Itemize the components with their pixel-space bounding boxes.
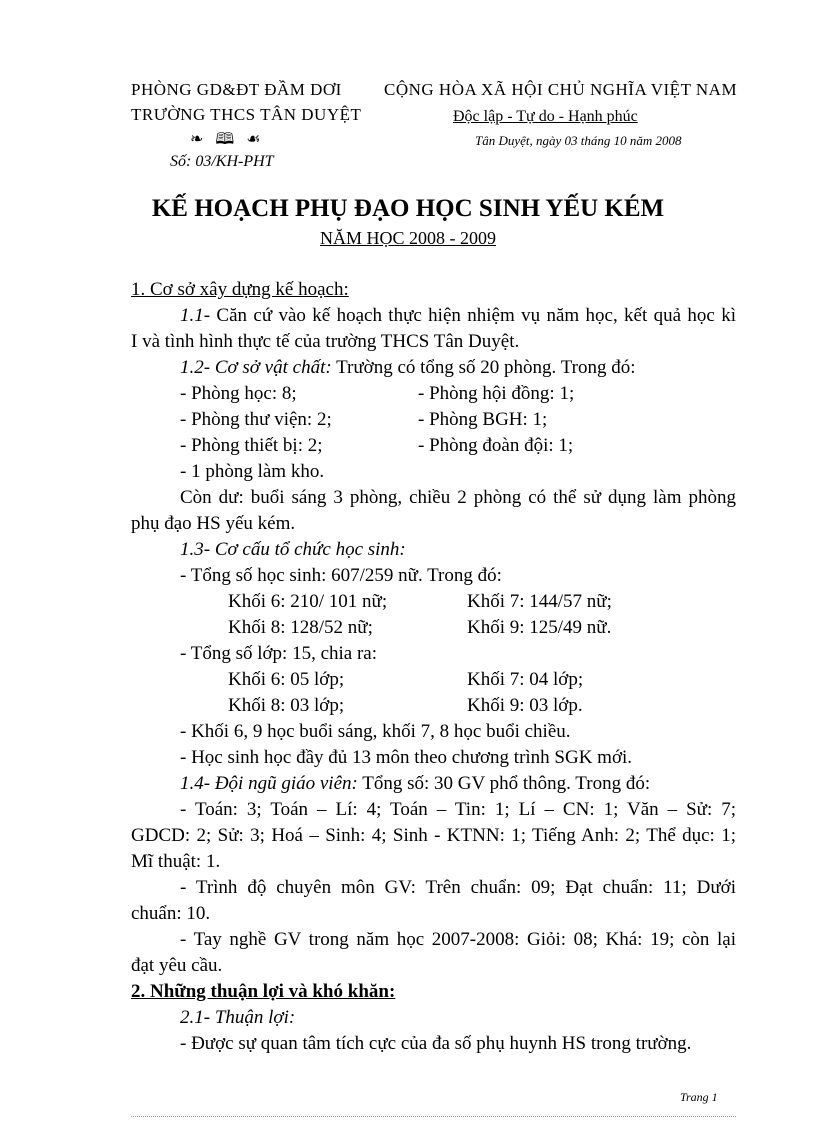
schedule-note: - Khối 6, 9 học buổi sáng, khối 7, 8 học buổi chiều. — [180, 721, 571, 742]
room-item: - Phòng đoàn đội: 1; — [418, 435, 574, 456]
room-item: - Phòng BGH: 1; — [418, 409, 548, 430]
grade-students: Khối 7: 144/57 nữ; — [467, 591, 612, 612]
students-total: - Tổng số học sinh: 607/259 nữ. Trong đó: — [180, 565, 502, 586]
classes-total: - Tổng số lớp: 15, chia ra: — [180, 643, 378, 664]
grade-classes: Khối 6: 05 lớp; — [228, 669, 345, 690]
room-item: - Phòng học: 8; — [180, 383, 297, 404]
paragraph-1-3: 1.3- Cơ cấu tổ chức học sinh: — [180, 539, 406, 560]
document-date: Tân Duyệt, ngày 03 tháng 10 năm 2008 — [475, 133, 682, 148]
grade-students: Khối 8: 128/52 nữ; — [228, 617, 373, 638]
page-number: Trang 1 — [680, 1090, 718, 1104]
grade-classes: Khối 7: 04 lớp; — [467, 669, 584, 690]
skill-line2: đạt yêu cầu. — [131, 955, 223, 976]
subjects-line2: GDCD: 2; Sử: 3; Hoá – Sinh: 4; Sinh - KTNN: 1; Tiếng Anh: 2; Thể dục: 1; — [131, 825, 736, 846]
skill-line1: - Tay nghề GV trong năm học 2007-2008: Giỏi: 08; Khá: 19; còn lại — [180, 929, 736, 950]
paragraph-2-1: 2.1- Thuận lợi: — [180, 1007, 296, 1028]
room-item: - Phòng thư viện: 2; — [180, 409, 332, 430]
document-number: Số: 03/KH-PHT — [170, 153, 274, 170]
paragraph-1-2: 1.2- Cơ sở vật chất: Trường có tổng số 20 phòng. Trong đó: — [180, 357, 636, 378]
document-title: KẾ HOẠCH PHỤ ĐẠO HỌC SINH YẾU KÉM — [151, 195, 665, 222]
national-motto: Độc lập - Tự do - Hạnh phúc — [453, 108, 638, 125]
subjects-line1: - Toán: 3; Toán – Lí: 4; Toán – Tin: 1; Lí – CN: 1; Văn – Sử: 7; — [180, 799, 736, 820]
room-item: - 1 phòng làm kho. — [180, 461, 325, 482]
room-item: - Phòng hội đồng: 1; — [418, 383, 575, 404]
paragraph-1-4: 1.4- Đội ngũ giáo viên: Tổng số: 30 GV phổ thông. Trong đó: — [180, 773, 651, 794]
ornament-icon: ❧ 🕮 ☙ — [190, 131, 265, 148]
section-1-heading: 1. Cơ sở xây dựng kế hoạch: — [131, 279, 349, 300]
room-item: - Phòng thiết bị: 2; — [180, 435, 323, 456]
section-2-heading: 2. Những thuận lợi và khó khăn: — [131, 981, 396, 1002]
school-year: NĂM HỌC 2008 - 2009 — [319, 228, 496, 248]
national-title: CỘNG HÒA XÃ HỘI CHỦ NGHĨA VIỆT NAM — [384, 80, 738, 99]
school-name: TRƯỜNG THCS TÂN DUYỆT — [131, 105, 362, 124]
footer-divider — [131, 1116, 736, 1117]
curriculum-note: - Học sinh học đầy đủ 13 môn theo chương trình SGK mới. — [180, 747, 633, 768]
qualification-line2: chuẩn: 10. — [131, 903, 211, 924]
paragraph-1-1-line2: I và tình hình thực tế của trường THCS Tân Duyệt. — [131, 331, 520, 352]
grade-students: Khối 6: 210/ 101 nữ; — [228, 591, 388, 612]
department-name: PHÒNG GD&ĐT ĐẦM DƠI — [131, 80, 342, 99]
advantage-item: - Được sự quan tâm tích cực của đa số phụ huynh HS trong trường. — [180, 1033, 692, 1054]
qualification-line1: - Trình độ chuyên môn GV: Trên chuẩn: 09; Đạt chuẩn: 11; Dưới — [180, 877, 736, 898]
paragraph-1-1-line1: 1.1- Căn cứ vào kế hoạch thực hiện nhiệm vụ năm học, kết quả học kì — [180, 305, 736, 326]
spare-rooms-line2: phụ đạo HS yếu kém. — [131, 513, 296, 534]
grade-classes: Khối 8: 03 lớp; — [228, 695, 345, 716]
spare-rooms-line1: Còn dư: buổi sáng 3 phòng, chiều 2 phòng có thể sử dụng làm phòng — [180, 487, 736, 508]
grade-students: Khối 9: 125/49 nữ. — [467, 617, 612, 638]
grade-classes: Khối 9: 03 lớp. — [467, 695, 583, 716]
subjects-line3: Mĩ thuật: 1. — [131, 851, 221, 872]
